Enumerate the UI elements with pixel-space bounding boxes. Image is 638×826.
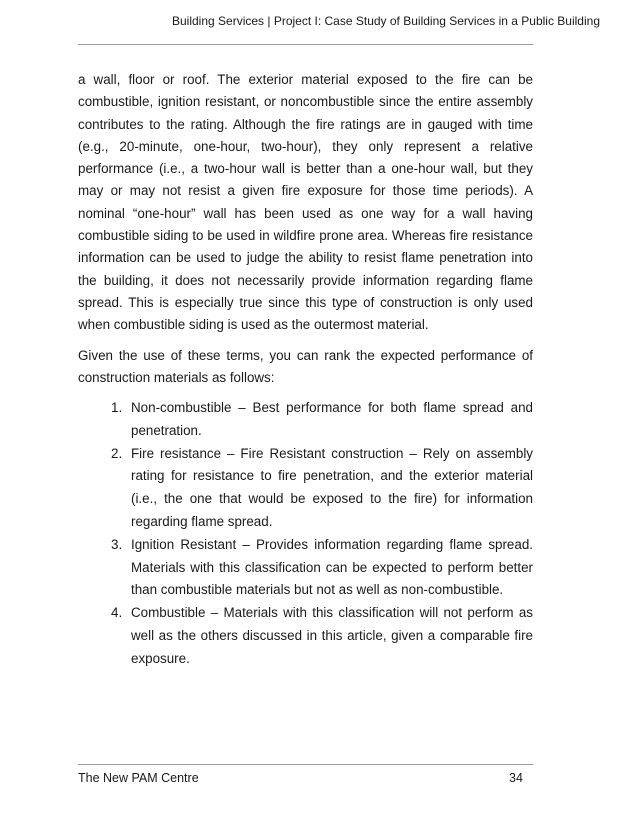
body-paragraph-2: Given the use of these terms, you can rank the expected performance of construction materials as follows: (78, 348, 533, 386)
ranked-materials-list (78, 397, 533, 671)
list-item-number: 3. (111, 536, 123, 552)
list-item-number: 4. (111, 605, 123, 621)
page-number: 34 (509, 771, 523, 785)
list-item-number: 2. (111, 445, 123, 461)
body-paragraph-1: a wall, floor or roof. The exterior material exposed to the fire can be combustible, ignition resistant, or noncombustible since the entire assembly contributes to the rating. Although the fire ratings are in gauged with time (e.g., 20-minute, one-hour, two-hour), they only represent a relative performance (i.e., a two-hour wall is better than a one-hour wall, but they may or may not resist a given fire exposure for those time periods). A nominal “one-hour” wall has been used as one way for a wall having combustible siding to be used in wildfire prone area. Whereas fire resistance information can be used to judge the ability to resist flame penetration into the building, it does not necessarily provide information regarding flame spread. This is especially true since this type of construction is only used when combustible siding is used as the outermost material. (78, 72, 533, 333)
list-item-number: 1. (111, 400, 123, 415)
list-item (78, 397, 533, 443)
page-header: Building Services | Project I: Case Study of Building Services in a Public Building (172, 14, 600, 28)
footer-divider (78, 764, 533, 765)
header-divider (78, 44, 533, 45)
list-item (78, 443, 533, 534)
list-item-text: Non-combustible – Best performance for both flame spread and penetration. (131, 400, 533, 438)
list-item (78, 602, 533, 670)
list-item (78, 534, 533, 602)
list-item-text: Combustible – Materials with this classification will not perform as well as the others discussed in this article, given a comparable fire exposure. (131, 605, 533, 666)
list-item-text: Ignition Resistant – Provides information regarding flame spread. Materials with this classification can be expected to perform better than combustible materials but not as well as non-combustible. (131, 536, 533, 598)
footer-title: The New PAM Centre (78, 771, 199, 785)
list-item-text: Fire resistance – Fire Resistant construction – Rely on assembly rating for resistance to fire penetration, and the exterior material (i.e., the one that would be exposed to the fire) for information regarding flame spread. (131, 445, 533, 529)
